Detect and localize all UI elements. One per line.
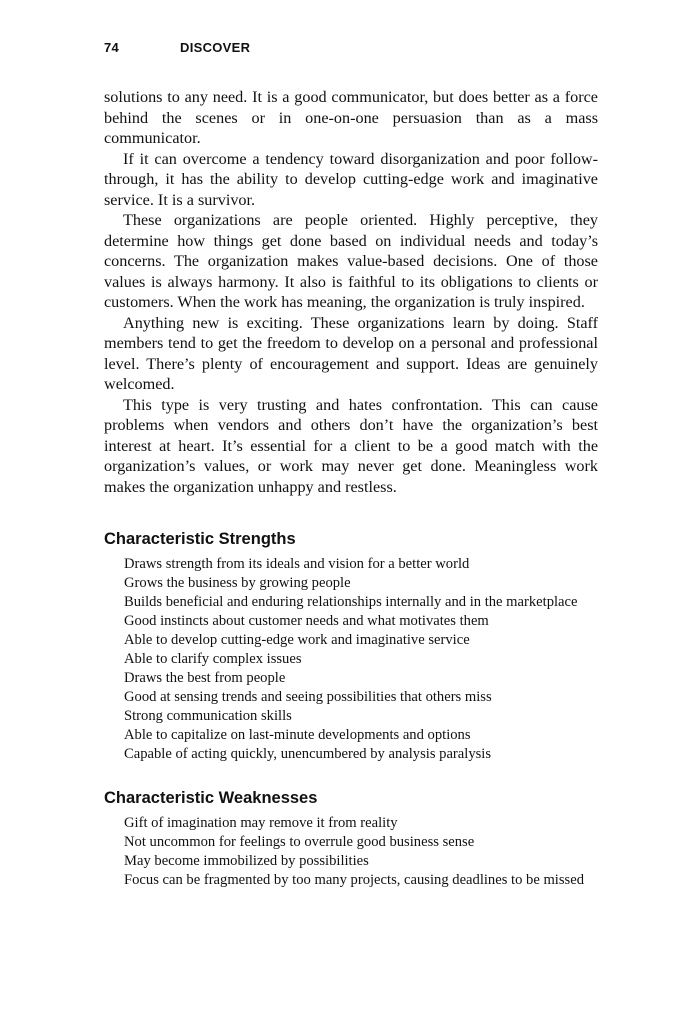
body-paragraph: solutions to any need. It is a good communicator, but does better as a force behind the scenes or in one-on-one persuasion than as a mass communicator. (104, 88, 598, 147)
strength-item: Good at sensing trends and seeing possibilities that others miss (124, 689, 492, 705)
strengths-list (104, 555, 598, 764)
book-page (104, 40, 598, 890)
strength-item: Capable of acting quickly, unencumbered by analysis paralysis (124, 746, 492, 762)
weaknesses-heading: Characteristic Weaknesses (104, 789, 318, 807)
strength-item: Able to clarify complex issues (124, 651, 302, 667)
weakness-item: Focus can be fragmented by too many projects, causing deadlines to be missed (124, 872, 584, 888)
weakness-item: Not uncommon for feelings to overrule good business sense (124, 834, 475, 850)
body-paragraph: These organizations are people oriented. Highly perceptive, they determine how things get done based on individual needs and today’s concerns. The organization makes value-based decisions. One of those values is always harmony. It also is faithful to its obligations to clients or customers. When the work has meaning, the organization is truly inspired. (104, 211, 598, 311)
strength-item: Able to develop cutting-edge work and imaginative service (124, 632, 470, 648)
strength-item: Strong communication skills (124, 708, 292, 724)
strength-item: Draws strength from its ideals and vision for a better world (124, 556, 470, 572)
strength-item: Good instincts about customer needs and what motivates them (124, 613, 489, 629)
weakness-item: Gift of imagination may remove it from reality (124, 815, 398, 831)
weaknesses-list (104, 814, 598, 890)
strength-item: Draws the best from people (124, 670, 286, 686)
body-paragraph: Anything new is exciting. These organizations learn by doing. Staff members tend to get the freedom to develop on a personal and professional level. There’s plenty of encouragement and support. Ideas are genuinely welcomed. (104, 313, 598, 393)
weakness-item: May become immobilized by possibilities (124, 853, 369, 869)
body-paragraph: If it can overcome a tendency toward disorganization and poor follow-through, it has the ability to develop cutting-edge work and imaginative service. It is a survivor. (104, 149, 598, 209)
running-head-title: DISCOVER (180, 40, 251, 55)
running-head (104, 40, 598, 60)
strengths-heading: Characteristic Strengths (104, 530, 296, 548)
strength-item: Grows the business by growing people (124, 575, 351, 591)
page-number: 74 (104, 40, 120, 55)
body-text (104, 87, 598, 497)
strength-item: Builds beneficial and enduring relationships internally and in the marketplace (124, 594, 578, 610)
body-paragraph: This type is very trusting and hates confrontation. This can cause problems when vendors and others don’t have the organization’s best interest at heart. It’s essential for a client to be a good match with the organization’s values, or work may never get done. Meaningless work makes the organization unhappy and restless. (104, 395, 598, 496)
strength-item: Able to capitalize on last-minute developments and options (124, 727, 471, 743)
